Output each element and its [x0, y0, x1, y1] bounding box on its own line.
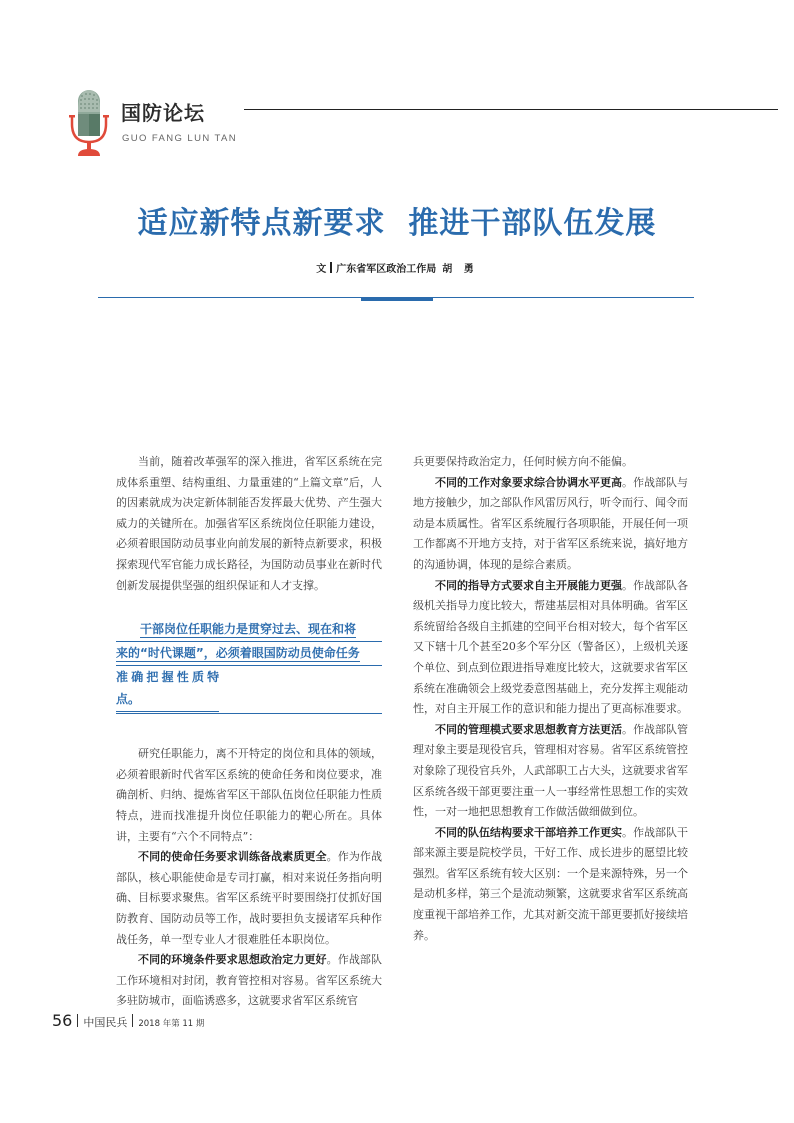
- footer-separator: [132, 1014, 133, 1027]
- point-paragraph-5: [413, 720, 688, 823]
- section-subtitle: GUO FANG LUN TAN: [122, 133, 237, 144]
- point-body: 。作战部队各级机关指导力度比较大，帮建基层相对具体明确。省军区系统留给各级自主抓建的空间平台相对较大，每个省军区又下辖十几个甚至20多个军分区（警备区），上级机关逐个单位、到点到位跟进指导难度比较大，这就要求省军区系统在准确领会上级党委意图基础上，充分发挥主观能动性，对自主开展工作的意识和能力提出了更高标准要求。: [413, 578, 688, 716]
- footer-separator: [77, 1014, 78, 1027]
- point-body: 。作战部队与地方接触少，加之部队作风雷厉风行，听令而行、闻令而动是本质属性。省军区系统履行各项职能，开展任何一项工作都离不开地方支持，对于省军区系统来说，搞好地方的沟通协调，体现的是综合素质。: [413, 475, 688, 571]
- byline-org: 广东省军区政治工作局: [336, 264, 437, 275]
- point-paragraph-3: [413, 473, 688, 576]
- right-column: [413, 452, 688, 946]
- left-column: [116, 452, 382, 1012]
- title-rule-accent: [361, 297, 433, 301]
- article-title: 适应新特点新要求 推进干部队伍发展: [137, 206, 657, 241]
- point-paragraph-4: [413, 576, 688, 720]
- point-body: 。作为作战部队，核心职能使命是专司打赢，相对来说任务指向明确、目标要求聚焦。省军区系统平时要围绕打仗抓好国防教育、国防动员等工作，战时要担负支援诸军兵种作战任务，单一型专业人才很难胜任本职岗位。: [116, 850, 383, 946]
- point-lead: 不同的使命任务要求训练备战素质更全: [138, 850, 327, 864]
- page-number: 56: [52, 1011, 73, 1030]
- point-lead: 不同的队伍结构要求干部培养工作更实: [435, 825, 622, 839]
- point-body: 。作战部队工作环境相对封闭，教育管控相对容易。省军区系统大多驻防城市，面临诱惑多，这就要求省军区系统官: [116, 953, 383, 1008]
- pull-quote: [116, 618, 382, 714]
- byline: [0, 262, 794, 277]
- intro-paragraph: 当前，随着改革强军的深入推进，省军区系统在完成体系重塑、结构重组、力量重建的“上篇文章”后，人的因素就成为决定新体制能否发挥最大优势、产生强大威力的关键所在。加强省军区系统岗位任职能力建设，必须着眼国防动员事业向前发展的新特点新要求，积极探索现代军官能力成长路径，为国防动员事业在新时代创新发展提供坚强的组织保证和人才支撑。: [116, 455, 382, 592]
- byline-separator: [330, 262, 332, 273]
- byline-prefix: 文: [316, 264, 327, 275]
- continued-paragraph: 兵更要保持政治定力，任何时候方向不能偏。: [413, 455, 633, 468]
- issue-label: 2018 年第 11 期: [138, 1019, 205, 1029]
- point-lead: 不同的工作对象要求综合协调水平更高: [435, 475, 622, 489]
- section-title: 国防论坛: [121, 101, 205, 125]
- point-paragraph-6: [413, 823, 688, 947]
- spacer: [116, 596, 382, 616]
- point-lead: 不同的环境条件要求思想政治定力更好: [138, 953, 327, 967]
- point-body: 。作战部队干部来源主要是院校学员，干好工作、成长进步的愿望比较强烈。省军区系统有较大区别：一个是来源特殊，另一个是动机多样，第三个是流动频繁，这就要求省军区系统高度重视干部培养工作，尤其对新交流干部更要抓好接续培养。: [413, 825, 688, 942]
- spacer: [116, 714, 382, 744]
- page-footer: [52, 1012, 204, 1033]
- pull-quote-line-1: 干部岗位任职能力是贯穿过去、现在和将: [116, 618, 382, 642]
- pull-quote-line-2: 来的“时代课题”，必须着眼国防动员使命任务: [116, 642, 382, 666]
- point-paragraph-2: [116, 950, 382, 1012]
- point-lead: 不同的指导方式要求自主开展能力更强: [435, 578, 622, 592]
- byline-author: 胡 勇: [442, 264, 478, 275]
- header-rule: [244, 109, 778, 110]
- magazine-name: 中国民兵: [83, 1016, 128, 1029]
- pull-quote-line-3: 准确把握性质特点。: [116, 666, 382, 714]
- point-paragraph-1: [116, 847, 382, 950]
- point-lead: 不同的管理模式要求思想教育方法更活: [435, 722, 622, 736]
- microphone-icon: [66, 88, 112, 158]
- point-body: 。作战部队管理对象主要是现役官兵，管理相对容易。省军区系统管控对象除了现役官兵外，人武部职工占大头，这就要求省军区系统各级干部更要注重一人一事经常性思想工作的实效性，一对一地把思想教育工作做活做细做到位。: [413, 722, 688, 819]
- body-paragraph: 研究任职能力，离不开特定的岗位和具体的领域，必须着眼新时代省军区系统的使命任务和岗位要求，准确剖析、归纳、提炼省军区干部队伍岗位任职能力性质特点，进而找准提升岗位任职能力的靶心所在。具体讲，主要有“六个不同特点”：: [116, 747, 382, 843]
